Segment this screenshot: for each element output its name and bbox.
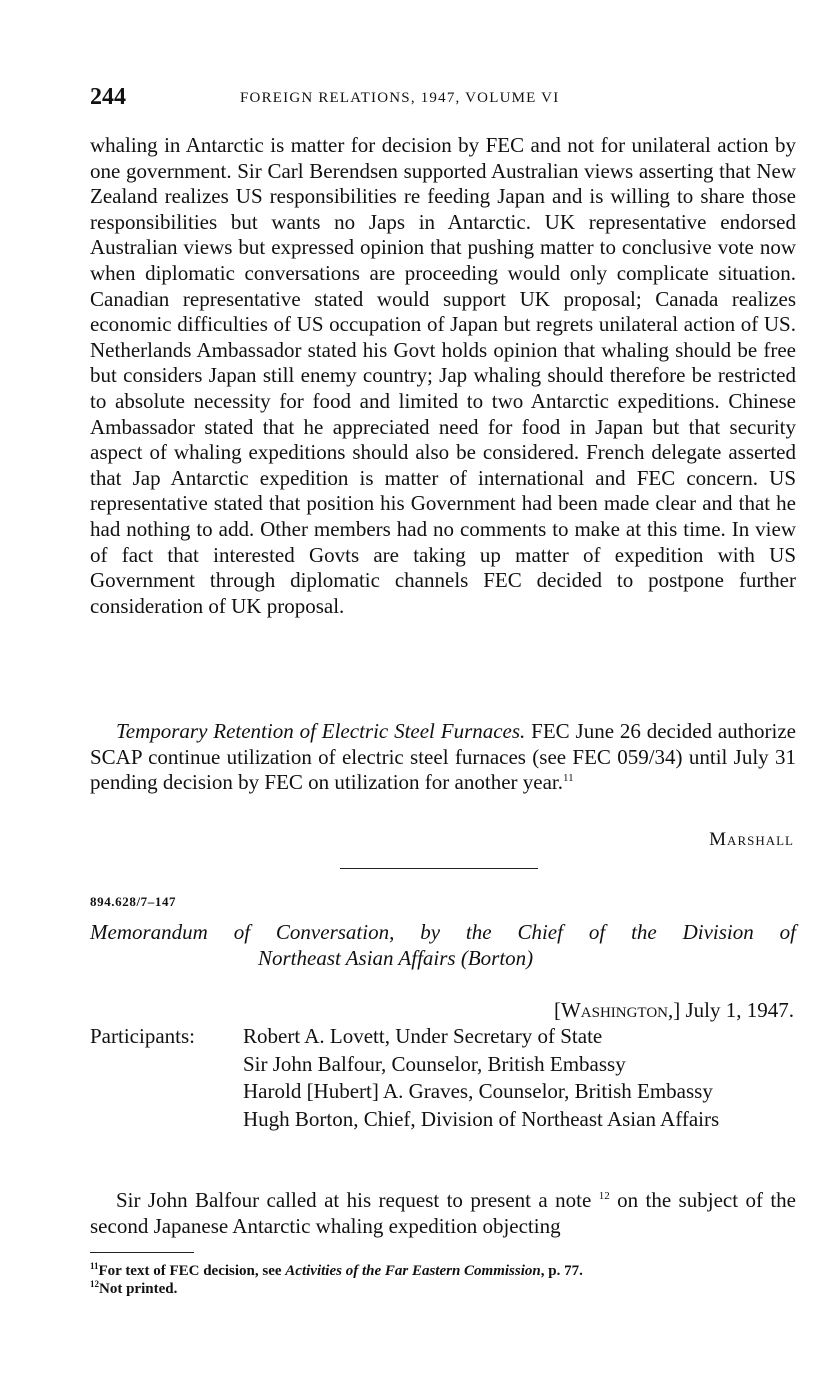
page-number: 244 [90,84,126,110]
footnote-ref: 12 [598,1190,610,1202]
footnote-citation: Activities of the Far Eastern Commission [285,1263,541,1279]
paragraph-body: Sir John Balfour called at his request to present a note [116,1188,599,1212]
footnote-text: Not printed. [99,1281,178,1297]
file-number: 894.628/7–147 [90,894,177,909]
memo-title-line: Memorandum of Conversation, by the Chief of the Division of [90,920,796,944]
dateline-date: July 1, 1947. [680,998,794,1022]
running-title: FOREIGN RELATIONS, 1947, VOLUME VI [240,90,560,106]
paragraph-heading: Temporary Retention of Electric Steel Furnaces. [116,719,526,743]
participant-item: Hugh Borton, Chief, Division of Northeast Asian Affairs [243,1106,720,1131]
footnote-text: For text of FEC decision, see [98,1263,286,1279]
participants-label: Participants: [90,1024,195,1048]
footnote-ref: 11 [562,772,574,785]
paragraph-text: whaling in Antarctic is matter for decision by FEC and not for unilateral action by one government. Sir Carl Berendsen supported Australian views asserting that New Zealand realizes US responsibilities re feeding Japan and is willing to share those responsibilities but wants no Japs in Antarctic. UK representative endorsed Australian views but expressed opinion that pushing matter to conclusive vote now when diplomatic conversations are proceeding would only complicate situation. Canadian representative stated would support UK proposal; Canada realizes economic difficulties of US occupation of Japan but regrets unilateral action of US. Netherlands Ambassador stated his Govt holds opinion that whaling should be free but considers Japan still enemy country; Jap whaling should therefore be restricted to absolute necessity for food and limited to two Antarctic expeditions. Chinese Ambassador stated that he appreciated need for food in Japan but that security aspect of whaling expeditions should also be considered. French delegate asserted that Jap Antarctic expedition is matter of international and FEC concern. US representative stated that position his Government had been made clear and that he had nothing to add. Other members had no comments to make at this time. In view of fact that interested Govts are taking up matter of expedition with US Government through diplomatic channels FEC decided to postpone further consideration of UK proposal. [90,133,796,618]
section-divider [340,868,538,869]
signature: Marshall [709,829,794,850]
memo-title-line: Northeast Asian Affairs (Borton) [258,945,534,970]
paragraph-text [90,1188,796,1239]
footnote [90,1262,796,1280]
dateline-place: [Washington,] [553,998,681,1022]
footnote-text: , p. 77. [540,1263,583,1279]
memo-title [90,920,796,971]
participant-item: Sir John Balfour, Counselor, British Embassy [243,1051,626,1076]
footnote-divider [90,1252,194,1253]
footnote-number: 11 [90,1261,99,1271]
participants-list [243,1024,796,1134]
participant-item: Harold [Hubert] A. Graves, Counselor, British Embassy [243,1079,713,1104]
paragraph-steel-furnaces [90,719,796,796]
paragraph-body: FEC June 26 decided authorize SCAP continue utilization of electric steel furnaces (see FEC 059/34) until July 31 pending decision by FEC on utilization for another year. [90,719,796,795]
footnote [90,1280,796,1298]
paragraph-balfour-note [90,1188,796,1239]
footnotes [90,1262,796,1298]
paragraph-fec-discussion [90,133,796,619]
footnote-number: 12 [90,1279,99,1289]
dateline [554,998,794,1023]
page-header [90,84,790,114]
participant-item: Robert A. Lovett, Under Secretary of State [243,1024,603,1048]
paragraph-text [90,719,796,796]
paragraph-body: on the subject of the second Japanese Antarctic whaling expedition objecting [90,1188,797,1238]
